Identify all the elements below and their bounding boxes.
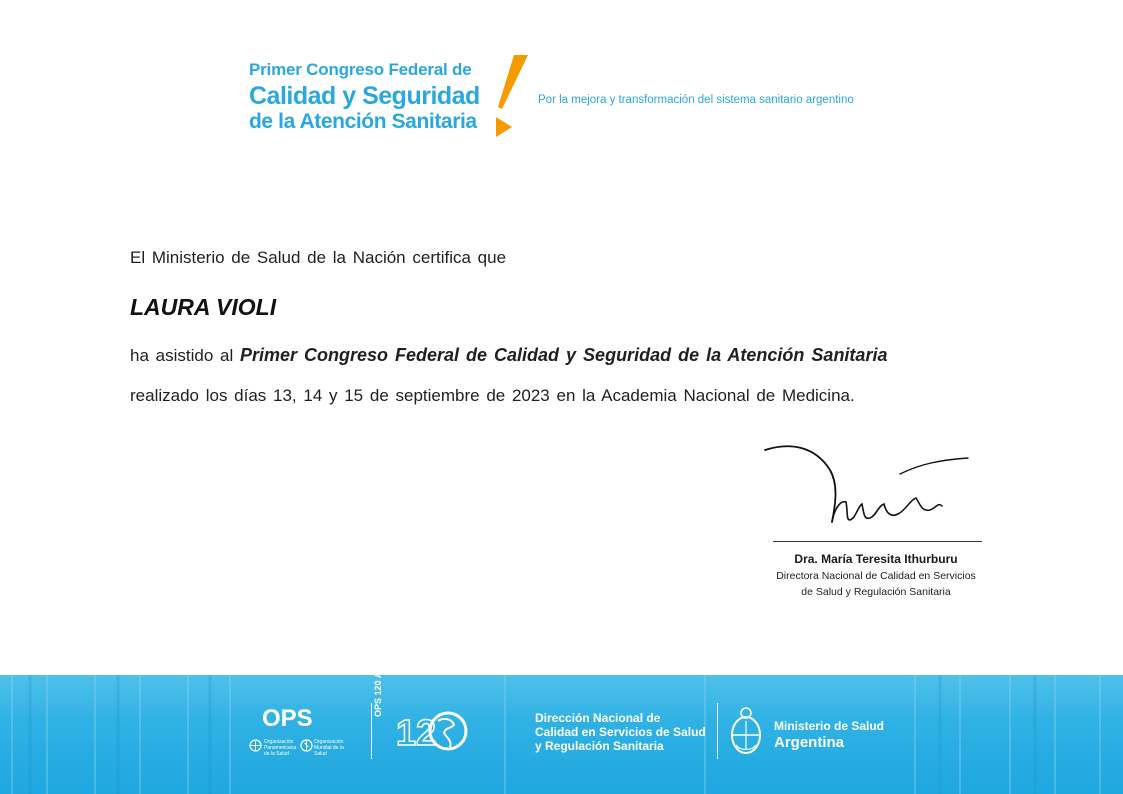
ops-logo (248, 705, 358, 761)
dates-line: realizado los días 13, 14 y 15 de septiembre de 2023 en la Academia Nacional de Medicina. (130, 386, 855, 405)
footer-divider (371, 703, 372, 759)
logo-line-2: Calidad y Seguridad (249, 82, 480, 110)
ministerio-line-1: Ministerio de Salud (774, 719, 885, 733)
ministerio-salud-logo (728, 705, 888, 761)
ops-120-anniversary-logo (386, 699, 472, 767)
logo-line-1: Primer Congreso Federal de (249, 60, 472, 79)
ops-subtitle-who: Organización Mundial de la Salud (314, 739, 344, 757)
signer-role-line-2: de Salud y Regulación Sanitaria (801, 586, 951, 598)
ops120-label-text: OPS 120 ANIVERSARIO (373, 615, 383, 717)
ministerio-line-2: Argentina (774, 734, 845, 751)
direccion-line-1: Dirección Nacional de (535, 711, 661, 725)
direccion-line-3: y Regulación Sanitaria (535, 739, 664, 753)
tagline: Por la mejora y transformación del sistema sanitario argentino (538, 94, 854, 106)
footer-band (0, 615, 1123, 794)
signer-role-line-1: Directora Nacional de Calidad en Servicios (776, 570, 976, 582)
paho-emblem-icon (249, 739, 262, 752)
logo-line-3: de la Atención Sanitaria (249, 110, 477, 133)
footer-divider-2 (717, 703, 718, 759)
ops120-label (373, 616, 383, 717)
attendance-prefix: ha asistido al (130, 346, 240, 365)
argentina-coat-of-arms-icon (728, 705, 764, 761)
svg-text:12: 12 (396, 712, 437, 753)
who-emblem-icon (300, 739, 313, 752)
signature-line (773, 541, 982, 542)
recipient-name: LAURA VIOLI (130, 294, 277, 320)
handwritten-signature (760, 440, 975, 530)
direccion-line-2: Calidad en Servicios de Salud (535, 725, 706, 739)
event-name: Primer Congreso Federal de Calidad y Seguridad de la Atención Sanitaria (239, 345, 888, 365)
ops-subtitle-paho: Organización Panamericana de la Salud (264, 739, 297, 757)
ops-title: OPS (262, 705, 313, 732)
attendance-line (130, 345, 887, 366)
direccion-nacional-logo (535, 711, 706, 753)
certificate-intro: El Ministerio de Salud de la Nación certifica que (130, 248, 507, 267)
signer-name: Dra. María Teresita Ithurburu (794, 552, 958, 566)
exclamation-mark-icon (494, 55, 530, 139)
